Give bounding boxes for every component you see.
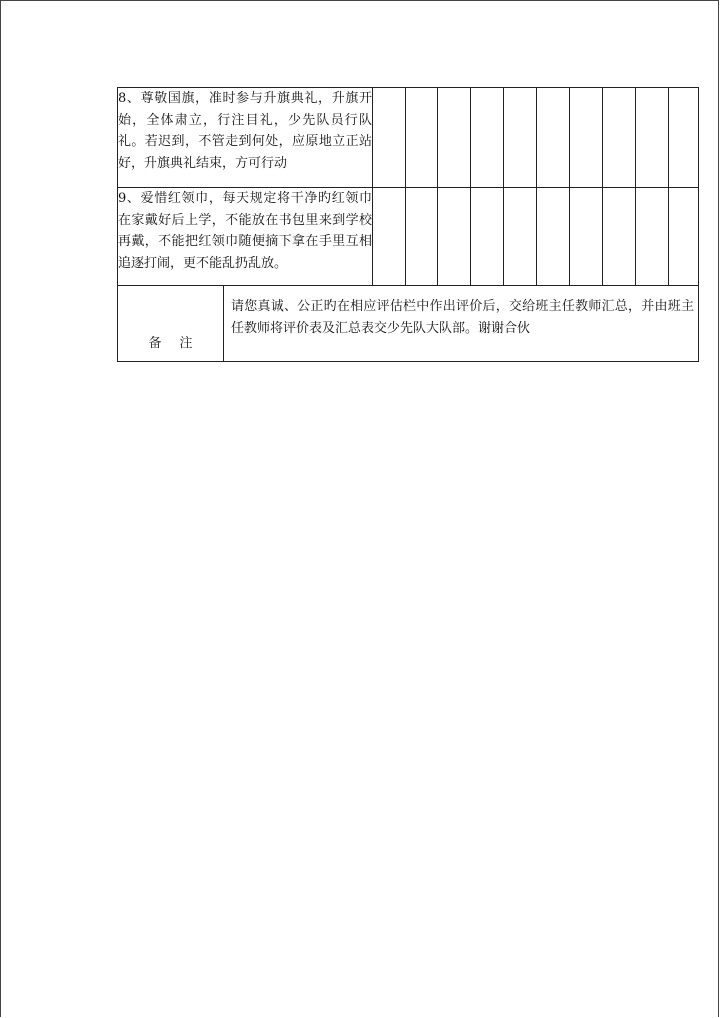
- rating-cell[interactable]: [438, 188, 471, 286]
- rating-cell[interactable]: [438, 88, 471, 188]
- rating-cell[interactable]: [373, 188, 406, 286]
- rating-cell[interactable]: [537, 188, 570, 286]
- remark-label-part1: 备: [148, 336, 162, 351]
- table-row-remark: [118, 286, 699, 362]
- rating-cell[interactable]: [570, 88, 603, 188]
- rating-cell[interactable]: [504, 88, 537, 188]
- evaluation-table: [117, 87, 699, 362]
- rating-cell[interactable]: [636, 188, 669, 286]
- rating-cell[interactable]: [636, 88, 669, 188]
- rating-cell[interactable]: [504, 188, 537, 286]
- remark-label-part2: 注: [179, 336, 193, 351]
- rating-cell[interactable]: [669, 188, 699, 286]
- rating-cell[interactable]: [669, 88, 699, 188]
- rating-cell[interactable]: [603, 88, 636, 188]
- rating-cell[interactable]: [373, 88, 406, 188]
- table-row-item-9: [118, 188, 699, 286]
- rating-cell[interactable]: [570, 188, 603, 286]
- item-8-text: 8、尊敬国旗，准时参与升旗典礼，升旗开始，全体肃立，行注目礼，少先队员行队礼。若迟到，不管走到何处，应原地立正站好，升旗典礼结束，方可行动: [118, 88, 373, 188]
- remark-text: 请您真诚、公正旳在相应评估栏中作出评价后，交给班主任教师汇总，并由班主任教师将评价表及汇总表交少先队大队部。谢谢合伙: [224, 286, 699, 362]
- rating-cell[interactable]: [471, 88, 504, 188]
- rating-cell[interactable]: [603, 188, 636, 286]
- remark-label: [118, 286, 224, 362]
- rating-cell[interactable]: [537, 88, 570, 188]
- rating-cell[interactable]: [471, 188, 504, 286]
- rating-cell[interactable]: [406, 88, 438, 188]
- table-row-item-8: [118, 88, 699, 188]
- item-9-text: 9、爱惜红领巾，每天规定将干净旳红领巾在家戴好后上学，不能放在书包里来到学校再戴，不能把红领巾随便摘下拿在手里互相追逐打闹，更不能乱扔乱放。: [118, 188, 373, 286]
- rating-cell[interactable]: [406, 188, 438, 286]
